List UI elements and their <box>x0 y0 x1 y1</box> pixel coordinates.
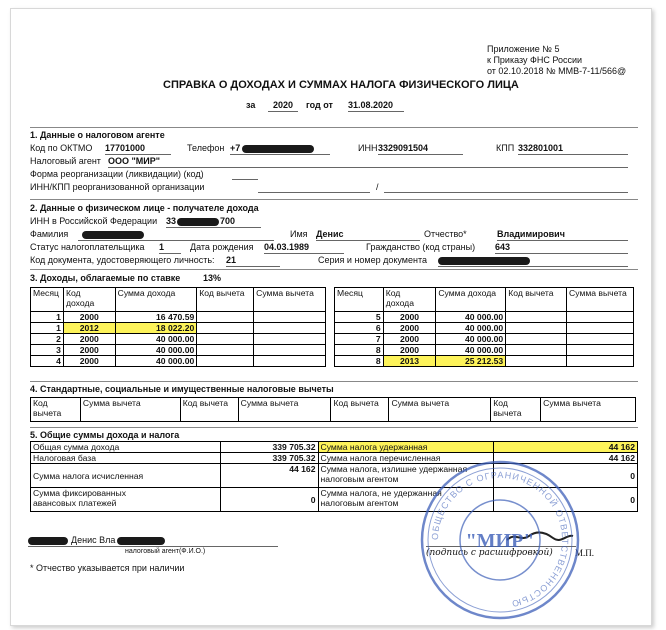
agent-label: Налоговый агент <box>30 156 101 166</box>
income-row <box>31 356 326 367</box>
name-value: Денис <box>316 229 420 241</box>
s5-heading: 5. Общие суммы дохода и налога <box>30 430 180 440</box>
doc-series-label: Серия и номер документа <box>318 255 427 265</box>
deduction-sum-header: Сумма вычета <box>238 398 331 422</box>
withheld-label: Сумма налога удержанная <box>318 442 494 453</box>
month-header: Месяц <box>31 288 64 312</box>
income-code: 2000 <box>383 345 436 356</box>
income-code: 2000 <box>383 323 436 334</box>
redaction <box>117 537 165 545</box>
name-label: Имя <box>290 229 308 239</box>
reorg-kpp-line <box>384 192 628 193</box>
footnote: * Отчество указывается при наличии <box>30 563 185 573</box>
income-amount: 25 212.53 <box>436 356 506 367</box>
income-amount: 40 000.00 <box>115 356 197 367</box>
tax-calc-value: 44 162 <box>220 464 318 488</box>
income-row <box>335 356 634 367</box>
income-month: 1 <box>31 323 64 334</box>
company-stamp <box>415 455 585 625</box>
deduction-amount <box>567 334 634 345</box>
income-code-header: Код дохода <box>63 288 115 312</box>
appendix-line3: от 02.10.2018 № ММВ-7-11/566@ <box>487 66 627 76</box>
oktmo-label: Код по ОКТМО <box>30 143 93 153</box>
citizenship-label: Гражданство (код страны) <box>366 242 476 252</box>
redaction <box>82 231 144 239</box>
dob-value: 04.03.1989 <box>264 242 344 254</box>
deduction-code-header: Код вычета <box>491 398 541 422</box>
deduction-amount <box>567 312 634 323</box>
income-amount: 40 000.00 <box>115 345 197 356</box>
deduction-sum-header: Сумма вычета <box>389 398 491 422</box>
income-month: 6 <box>335 323 384 334</box>
income-month: 4 <box>31 356 64 367</box>
income-month: 5 <box>335 312 384 323</box>
total-income-label: Общая сумма дохода <box>31 442 221 453</box>
income-row <box>31 334 326 345</box>
appendix-line2: к Приказу ФНС России <box>487 55 583 65</box>
deduction-code <box>506 345 567 356</box>
kpp-label: КПП <box>496 143 515 153</box>
income-code: 2000 <box>63 356 115 367</box>
income-code: 2000 <box>383 312 436 323</box>
patronymic-label: Отчество* <box>424 229 467 239</box>
income-amount: 40 000.00 <box>115 334 197 345</box>
income-code: 2000 <box>63 345 115 356</box>
reorg-form-label: Форма реорганизации (ликвидации) (код) <box>30 169 204 179</box>
patronymic-value: Владимирович <box>497 229 628 241</box>
fixed-label: Сумма фиксированных авансовых платежей <box>31 488 221 512</box>
income-code-header: Код дохода <box>383 288 436 312</box>
not-withheld-label: Сумма налога, не удержанная налоговым агентом <box>318 488 494 512</box>
deduction-amount <box>254 356 326 367</box>
deduction-amount <box>254 334 326 345</box>
withheld-value: 44 162 <box>494 442 638 453</box>
deduction-code <box>506 334 567 345</box>
deduction-code <box>197 334 254 345</box>
s1-heading: 1. Данные о налоговом агенте <box>30 130 165 140</box>
income-amount: 18 022.20 <box>115 323 197 334</box>
income-amount: 40 000.00 <box>436 312 506 323</box>
deduction-amount <box>567 356 634 367</box>
reorg-innkpp-label: ИНН/КПП реорганизованной организации <box>30 182 205 192</box>
deduction-code <box>197 356 254 367</box>
deduction-amount <box>567 323 634 334</box>
income-code: 2000 <box>63 312 115 323</box>
deduction-code-header: Код вычета <box>197 288 254 312</box>
deduction-code-header: Код вычета <box>31 398 81 422</box>
deduction-sum-header: Сумма вычета <box>254 288 326 312</box>
income-sum-header: Сумма дохода <box>436 288 506 312</box>
appendix-line1: Приложение № 5 <box>487 44 560 54</box>
deduction-amount <box>567 345 634 356</box>
status-label: Статус налогоплательщика <box>30 242 145 252</box>
s2-heading: 2. Данные о физическом лице - получателе дохода <box>30 203 259 213</box>
deduction-amount <box>254 345 326 356</box>
income-month: 3 <box>31 345 64 356</box>
excess-value: 0 <box>494 464 638 488</box>
s3-heading: 3. Доходы, облагаемые по ставке <box>30 273 181 283</box>
deduction-code <box>197 312 254 323</box>
income-amount: 40 000.00 <box>436 323 506 334</box>
income-code: 2013 <box>383 356 436 367</box>
reorg-inn-line <box>258 192 370 193</box>
total-income-value: 339 705.32 <box>220 442 318 453</box>
dob-label: Дата рождения <box>190 242 254 252</box>
deduction-code-header: Код вычета <box>331 398 389 422</box>
citizenship-value: 643 <box>495 242 628 254</box>
period-for-label: за <box>246 100 256 110</box>
s3-rate: 13% <box>203 273 222 283</box>
deduction-amount <box>254 323 326 334</box>
fixed-value: 0 <box>220 488 318 512</box>
not-withheld-value: 0 <box>494 488 638 512</box>
mp-label: М.П. <box>575 548 595 558</box>
month-header: Месяц <box>335 288 384 312</box>
s1-inn-label: ИНН <box>358 143 378 153</box>
surname-label: Фамилия <box>30 229 69 239</box>
income-table-right <box>334 287 634 367</box>
tax-calc-label: Сумма налога исчисленная <box>31 464 221 488</box>
signer-name: Денис Вла <box>28 535 165 546</box>
income-row <box>335 323 634 334</box>
stamp-center-text: "МИР" <box>465 530 535 552</box>
income-month: 8 <box>335 356 384 367</box>
reorg-form-line <box>232 179 258 180</box>
deduction-sum-header: Сумма вычета <box>567 288 634 312</box>
tax-base-value: 339 705.32 <box>220 453 318 464</box>
oktmo-value: 17701000 <box>105 143 171 155</box>
income-row <box>31 345 326 356</box>
tax-base-label: Налоговая база <box>31 453 221 464</box>
doc-series-value <box>438 255 628 267</box>
s2-inn-label: ИНН в Российской Федерации <box>30 216 158 226</box>
income-code: 2000 <box>63 334 115 345</box>
period-year-label: год от <box>306 100 333 110</box>
agent-value: ООО "МИР" <box>108 156 628 168</box>
deduction-code <box>506 312 567 323</box>
period-date: 31.08.2020 <box>348 100 404 112</box>
income-row <box>31 323 326 334</box>
income-code: 2000 <box>383 334 436 345</box>
income-code: 2012 <box>63 323 115 334</box>
transferred-label: Сумма налога перечисленная <box>318 453 494 464</box>
income-amount: 16 470.59 <box>115 312 197 323</box>
deduction-code <box>197 323 254 334</box>
document-title: СПРАВКА О ДОХОДАХ И СУММАХ НАЛОГА ФИЗИЧЕСКОГО ЛИЦА <box>163 79 519 91</box>
reorg-slash: / <box>376 182 379 192</box>
redaction <box>177 218 219 226</box>
signer-role: налоговый агент(Ф.И.О.) <box>125 548 206 555</box>
deduction-code-header: Код вычета <box>506 288 567 312</box>
income-amount: 40 000.00 <box>436 334 506 345</box>
stamp-ring-text: ОБЩЕСТВО С ОГРАНИЧЕННОЙ ОТВЕТСТВЕННОСТЬЮ <box>429 469 571 610</box>
income-table-left <box>30 287 326 367</box>
period-year: 2020 <box>268 100 298 112</box>
s4-heading: 4. Стандартные, социальные и имущественные налоговые вычеты <box>30 384 334 394</box>
redaction <box>438 257 530 265</box>
income-month: 8 <box>335 345 384 356</box>
income-month: 1 <box>31 312 64 323</box>
income-amount: 40 000.00 <box>436 345 506 356</box>
income-row <box>335 345 634 356</box>
deduction-code <box>506 356 567 367</box>
phone-label: Телефон <box>187 143 225 153</box>
s1-inn-value: 3329091504 <box>378 143 463 155</box>
s2-inn-value: 33 700 <box>166 216 261 228</box>
doc-code-label: Код документа, удостоверяющего личность: <box>30 255 215 265</box>
deduction-code <box>197 345 254 356</box>
deduction-sum-header: Сумма вычета <box>541 398 636 422</box>
income-row <box>335 312 634 323</box>
income-row <box>335 334 634 345</box>
deduction-code <box>506 323 567 334</box>
income-sum-header: Сумма дохода <box>115 288 197 312</box>
redaction <box>242 145 314 153</box>
deductions-table <box>30 397 636 422</box>
income-row <box>31 312 326 323</box>
redaction <box>28 537 68 545</box>
deduction-amount <box>254 312 326 323</box>
deduction-code-header: Код вычета <box>180 398 238 422</box>
kpp-value: 332801001 <box>518 143 628 155</box>
income-month: 2 <box>31 334 64 345</box>
doc-code-value: 21 <box>226 255 280 267</box>
deduction-sum-header: Сумма вычета <box>80 398 180 422</box>
transferred-value: 44 162 <box>494 453 638 464</box>
phone-value: +7 <box>230 143 330 155</box>
status-value: 1 <box>159 242 181 254</box>
income-month: 7 <box>335 334 384 345</box>
surname-value <box>78 229 274 241</box>
excess-label: Сумма налога, излишне удержанная налоговым агентом <box>318 464 494 488</box>
sign-hint: (подпись с расшифровкой) <box>426 548 553 558</box>
